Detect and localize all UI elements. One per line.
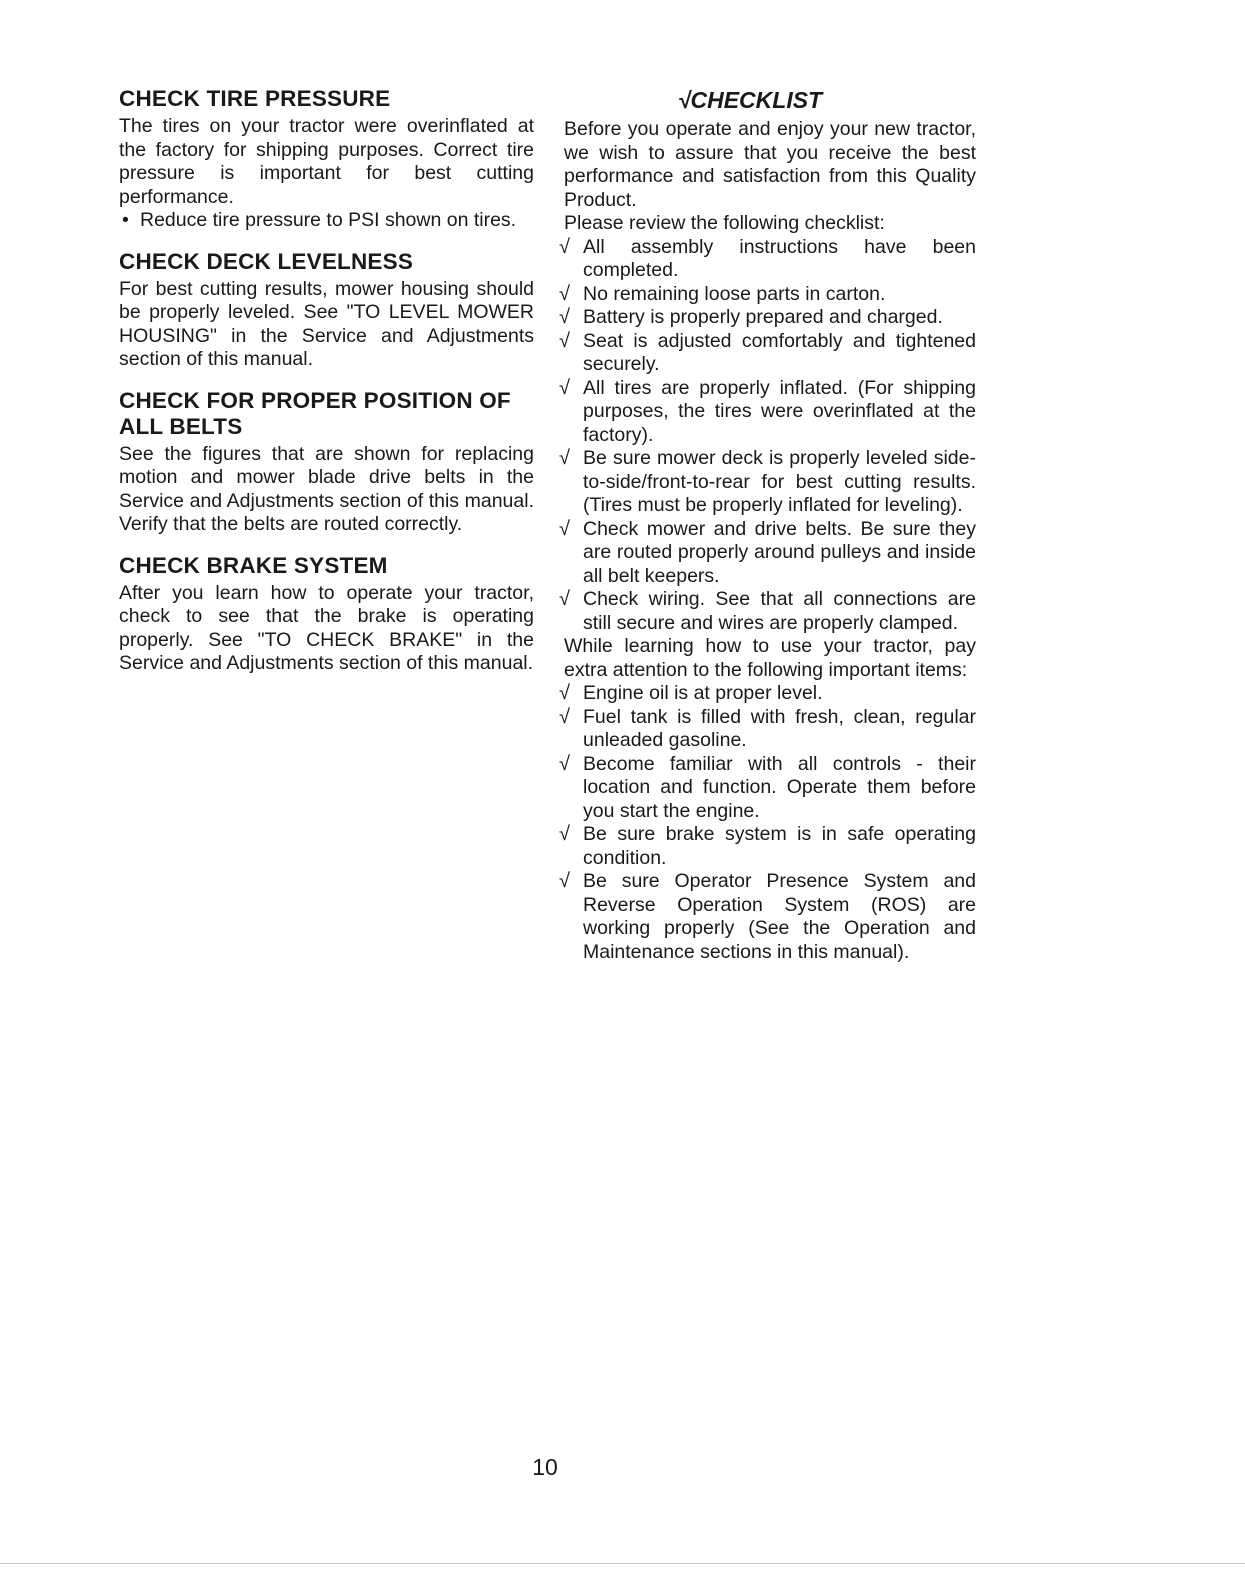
checklist-item: √ All tires are properly inflated. (For shipping purposes, the tires were overinflated at the factory).	[559, 376, 976, 446]
check-mark-icon: √	[559, 306, 570, 328]
important-item: √ Be sure Operator Presence System and Reverse Operation System (ROS) are working properly (See the Operation and Maintenance sections in this manual).	[559, 870, 976, 963]
check-mark-icon: √	[559, 517, 570, 540]
checklist-item: √ Be sure mower deck is properly leveled side-to-side/front-to-rear for best cutting results. (Tires must be properly inflated for leveling).	[559, 447, 976, 516]
important-item: √ Become familiar with all controls - their location and function. Operate them before you start the engine.	[559, 752, 976, 822]
belt-position-text: See the figures that are shown for replacing motion and mower blade drive belts in the Service and Adjustments section of this manual. Verify that the belts are routed correctly.	[119, 442, 534, 535]
heading-belt-position: CHECK FOR PROPER POSITION OF ALL BELTS	[119, 387, 511, 439]
check-mark-icon: √	[559, 752, 570, 775]
deck-levelness-text: For best cutting results, mower housing should be properly leveled. See "TO LEVEL MOWER HOUSING" in the Service and Adjustments section of this manual.	[119, 277, 534, 370]
checklist-review: Please review the following checklist:	[564, 212, 885, 234]
check-mark-icon: √	[559, 682, 570, 704]
checklist-item: √ Check wiring. See that all connections are still secure and wires are properly clamped.	[559, 588, 976, 634]
check-mark-icon: √	[559, 282, 570, 305]
right-column	[559, 86, 976, 964]
checklist-intro: Before you operate and enjoy your new tractor, we wish to assure that you receive the best performance and satisfaction from this Quality Product.	[564, 118, 976, 211]
tire-pressure-bullet	[119, 209, 534, 233]
heading-tire-pressure: CHECK TIRE PRESSURE	[119, 86, 391, 111]
check-mark-icon: √	[559, 705, 570, 728]
heading-deck-levelness: CHECK DECK LEVELNESS	[119, 248, 414, 274]
check-mark-icon: √	[559, 447, 570, 469]
checklist-item: √ Seat is adjusted comfortably and tightened securely.	[559, 329, 976, 375]
check-mark-icon: √	[559, 870, 570, 892]
important-item: √ Engine oil is at proper level.	[559, 682, 823, 704]
checklist-item: √ Battery is properly prepared and charged.	[559, 306, 943, 328]
page-number: 10	[532, 1454, 558, 1480]
bullet-text: Reduce tire pressure to PSI shown on tires.	[140, 209, 517, 231]
important-item: √ Fuel tank is filled with fresh, clean, regular unleaded gasoline.	[559, 705, 976, 751]
check-mark-icon: √	[559, 588, 570, 610]
checklist-item: √ All assembly instructions have been completed.	[559, 235, 976, 281]
check-mark-icon: √	[559, 329, 570, 352]
checklist-item: √ No remaining loose parts in carton.	[559, 282, 886, 305]
tire-pressure-text: The tires on your tractor were overinflated at the factory for shipping purposes. Correct tire pressure is important for best cutting performance.	[119, 115, 534, 208]
check-mark-icon: √	[559, 376, 570, 399]
left-column	[119, 86, 534, 676]
heading-brake-system: CHECK BRAKE SYSTEM	[119, 552, 388, 578]
check-mark-icon: √	[559, 235, 570, 258]
learning-intro: While learning how to use your tractor, pay extra attention to the following important items:	[564, 635, 976, 681]
check-mark-icon: √	[559, 823, 570, 845]
bottom-divider	[0, 1563, 1245, 1564]
important-item: √ Be sure brake system is in safe operating condition.	[559, 823, 976, 869]
checklist-item: √ Check mower and drive belts. Be sure they are routed properly around pulleys and inside all belt keepers.	[559, 517, 976, 587]
bullet-icon: •	[122, 209, 129, 231]
checklist-title: √CHECKLIST	[677, 87, 823, 113]
brake-system-text: After you learn how to operate your tractor, check to see that the brake is operating properly. See "TO CHECK BRAKE" in the Service and Adjustments section of this manual.	[119, 581, 534, 674]
